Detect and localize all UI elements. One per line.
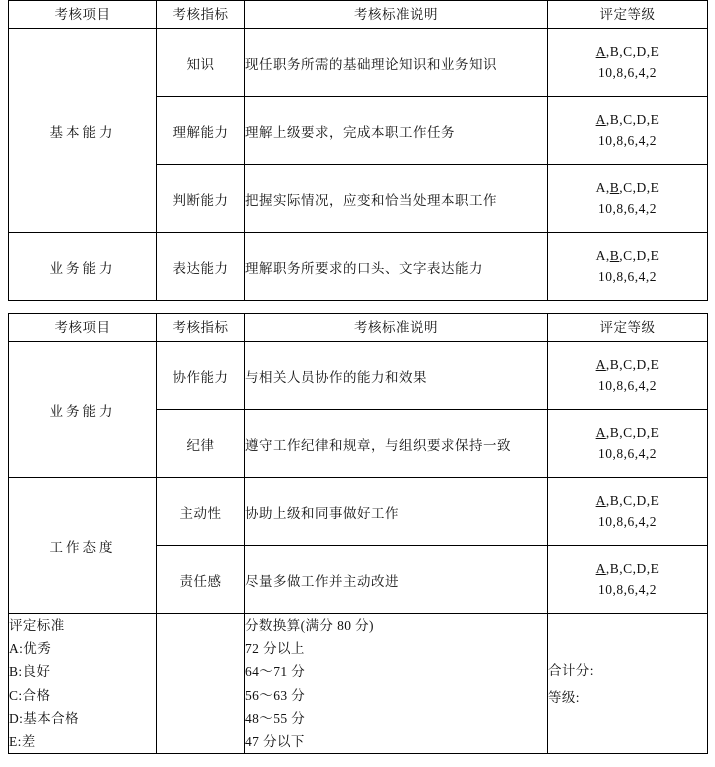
table-header-row [9,314,708,342]
header-cell-index: 考核指标 [157,314,245,342]
empty-cell [157,614,245,754]
grade-letters-rest: ,B,C,D,E [605,492,660,508]
index-cell: 纪律 [157,410,245,478]
category-cell: 基本能力 [9,29,157,233]
category-cell: 工作态度 [9,478,157,614]
score-conversion-item: 48～55 分 [245,710,306,726]
index-cell: 表达能力 [157,233,245,301]
grade-letters [548,178,707,199]
grade-underlined-letter: A [595,43,606,59]
score-conversion-title: 分数换算(满分 80 分) [245,618,374,633]
grade-letters-rest: ,B,C,D,E [605,43,660,59]
grade-letters [548,559,707,580]
description-cell: 与相关人员协作的能力和效果 [245,342,548,410]
score-conversion-item: 56～63 分 [245,687,306,703]
grade-cell [548,29,708,97]
total-score-label: 合计分: [548,662,594,678]
grade-letters-pre: A, [595,179,610,195]
description-cell: 遵守工作纪律和规章，与组织要求保持一致 [245,410,548,478]
scoring-standard-item: B:良好 [9,664,51,680]
grade-cell [548,342,708,410]
grade-letters-rest: ,B,C,D,E [605,560,660,576]
grade-letters-rest: ,B,C,D,E [605,111,660,127]
grade-underlined-letter: A [595,356,606,372]
description-cell: 尽量多做工作并主动改进 [245,546,548,614]
evaluation-table-2 [8,313,708,754]
grade-numbers: 10,8,6,4,2 [598,445,657,461]
table-separator [8,301,707,313]
description-cell: 理解上级要求，完成本职工作任务 [245,97,548,165]
scoring-standard-item: E:差 [9,734,36,750]
score-conversion-item: 47 分以下 [245,734,305,750]
grade-numbers: 10,8,6,4,2 [598,64,657,80]
header-cell-grade: 评定等级 [548,1,708,29]
grade-underlined-letter: A [595,492,606,508]
header-cell-index: 考核指标 [157,1,245,29]
header-cell-grade: 评定等级 [548,314,708,342]
total-score-cell [548,614,708,754]
score-conversion [245,614,548,754]
scoring-standard-labels [9,614,157,754]
description-cell: 把握实际情况，应变和恰当处理本职工作 [245,165,548,233]
grade-cell [548,233,708,301]
grade-numbers: 10,8,6,4,2 [598,513,657,529]
grade-underlined-letter: A [595,560,606,576]
index-cell: 主动性 [157,478,245,546]
header-cell-category: 考核项目 [9,314,157,342]
description-cell: 现任职务所需的基础理论知识和业务知识 [245,29,548,97]
category-cell: 业务能力 [9,233,157,301]
grade-cell [548,165,708,233]
grade-letters-rest: ,B,C,D,E [605,356,660,372]
grade-letters-rest: ,C,D,E [619,179,660,195]
table-row [9,478,708,546]
table-row [9,233,708,301]
grade-numbers: 10,8,6,4,2 [598,268,657,284]
grade-cell [548,546,708,614]
grade-cell [548,97,708,165]
scoring-standard-item: D:基本合格 [9,710,79,726]
index-cell: 理解能力 [157,97,245,165]
header-cell-description: 考核标准说明 [245,314,548,342]
grade-letters [548,110,707,131]
scoring-standard-title: 评定标准 [9,618,65,633]
grade-letters [548,491,707,512]
grade-letters [548,42,707,63]
grade-letters-rest: ,B,C,D,E [605,424,660,440]
description-cell: 协助上级和同事做好工作 [245,478,548,546]
evaluation-table-1 [8,0,708,301]
scoring-standard-item: A:优秀 [9,641,52,657]
grade-underlined-letter: A [595,111,606,127]
grade-numbers: 10,8,6,4,2 [598,377,657,393]
index-cell: 协作能力 [157,342,245,410]
grade-letters [548,355,707,376]
table-row [9,342,708,410]
grade-numbers: 10,8,6,4,2 [598,200,657,216]
level-label: 等级: [548,689,580,705]
scoring-standard-item: C:合格 [9,687,51,703]
score-conversion-item: 72 分以上 [245,641,305,657]
grade-letters-pre: A, [595,247,610,263]
grade-cell [548,410,708,478]
index-cell: 知识 [157,29,245,97]
grade-cell [548,478,708,546]
grade-underlined-letter: A [595,424,606,440]
category-cell: 业务能力 [9,342,157,478]
grade-letters-rest: ,C,D,E [619,247,660,263]
grade-letters [548,423,707,444]
score-conversion-item: 64～71 分 [245,664,306,680]
scoring-standard-row [9,614,708,754]
grade-letters [548,246,707,267]
description-cell: 理解职务所要求的口头、文字表达能力 [245,233,548,301]
table-row [9,29,708,97]
index-cell: 责任感 [157,546,245,614]
header-cell-category: 考核项目 [9,1,157,29]
index-cell: 判断能力 [157,165,245,233]
grade-underlined-letter: B [609,247,620,263]
table-header-row [9,1,708,29]
grade-numbers: 10,8,6,4,2 [598,581,657,597]
grade-numbers: 10,8,6,4,2 [598,132,657,148]
header-cell-description: 考核标准说明 [245,1,548,29]
grade-underlined-letter: B [609,179,620,195]
